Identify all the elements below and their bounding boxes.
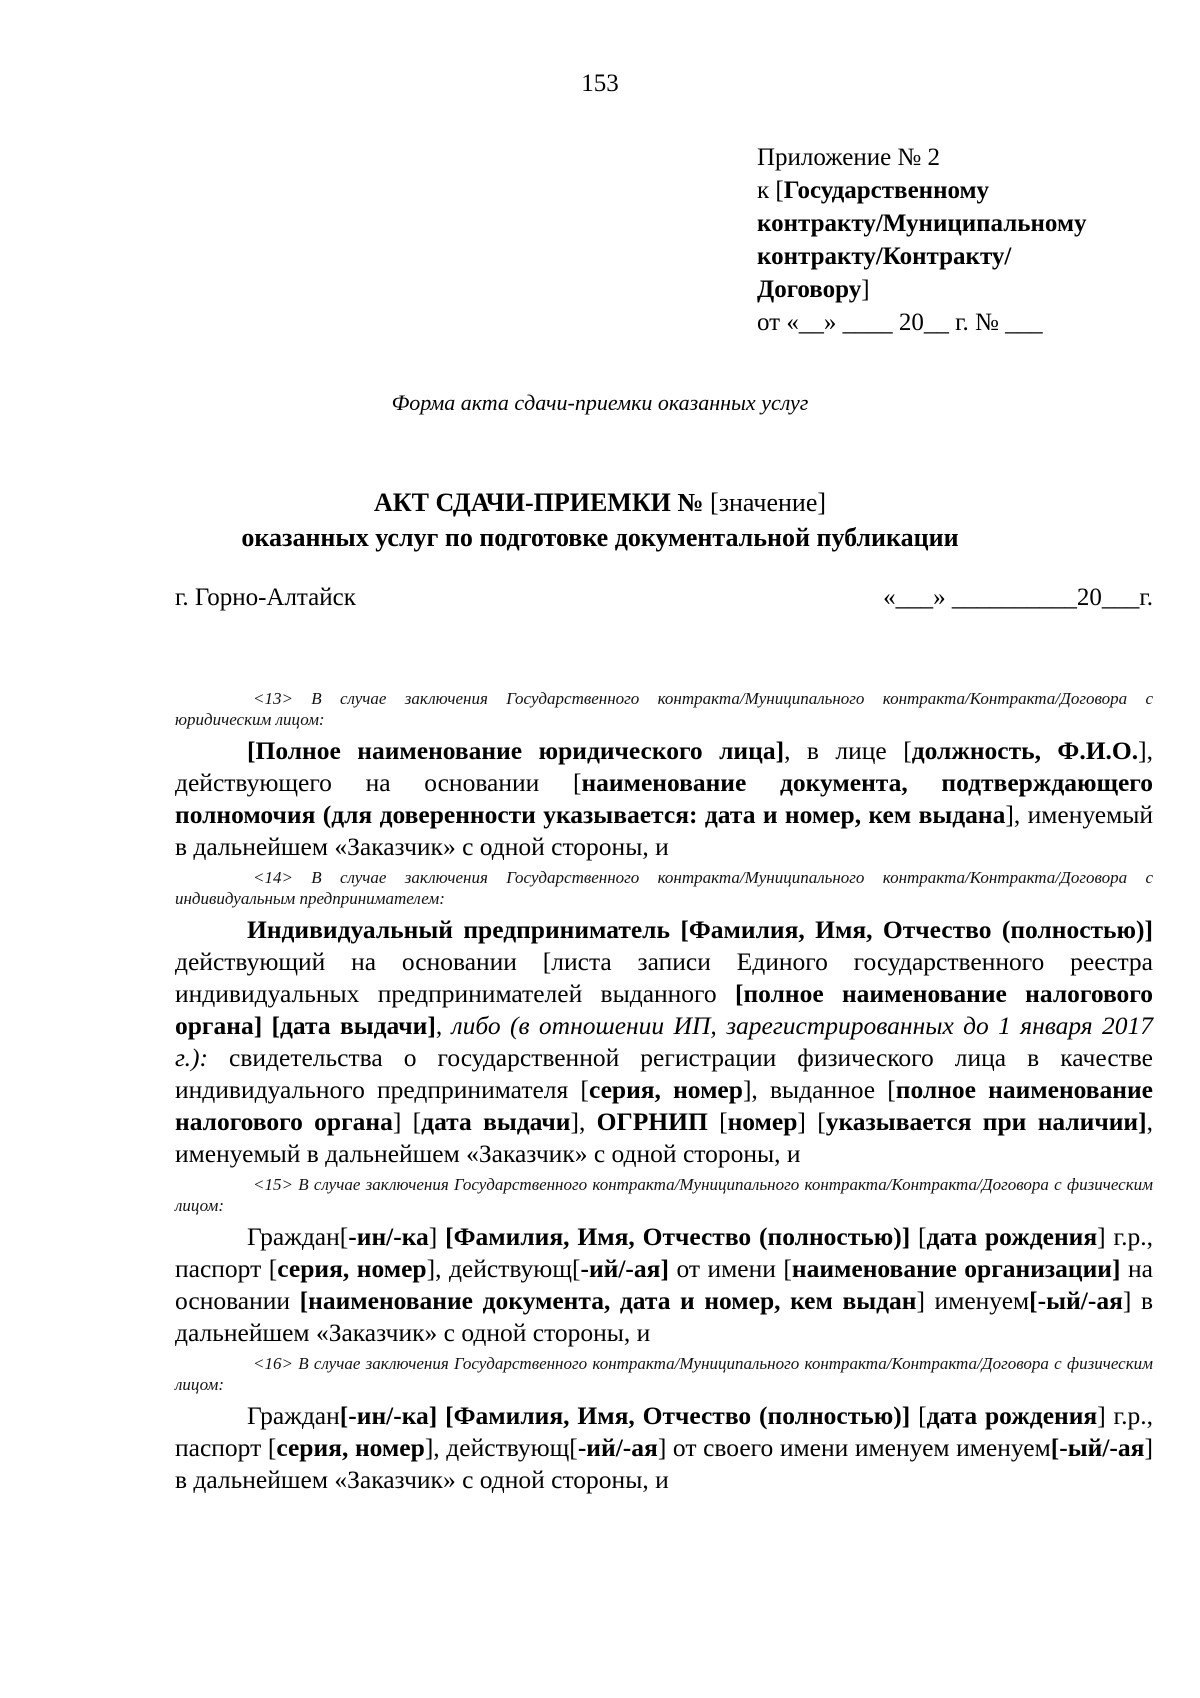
text-run: наименование организации] [791, 1254, 1121, 1283]
text-run: [Фамилия, Имя, Отчество (полностью)] [445, 1401, 911, 1430]
city-date-row [175, 584, 1153, 612]
text-run: ], именуемый в дальнейшем «Заказчик» с одной стороны, и [175, 800, 1153, 861]
text-run: ] [428, 1222, 446, 1251]
text-run: номер [727, 1107, 798, 1136]
city: г. Горно-Алтайск [175, 584, 356, 611]
footnote-15: <15> В случае заключения Государственного контракта/Муниципального контракта/Контракта/Договора с физическим лицом: [175, 1175, 1153, 1215]
text-run: , именуемый в дальнейшем «Заказчик» с одной стороны, и [175, 1107, 1153, 1168]
text-run: полное наименование налогового органа [175, 1075, 1154, 1136]
text-run: дата рождения [926, 1401, 1098, 1430]
text-run: [Фамилия, Имя, Отчество (полностью)] [445, 1222, 911, 1251]
text-run: ] г.р., паспорт [ [175, 1222, 1153, 1283]
text-run: Индивидуальный предприниматель [Фамилия, Имя, Отчество (полностью)] [247, 915, 1153, 944]
text-run: ] [ [392, 1107, 422, 1136]
text-run [437, 1401, 445, 1430]
text-run: [наименование документа, дата и номер, кем выдан [299, 1286, 917, 1315]
appendix-line-6: от «__» ____ 20__ г. № ___ [757, 309, 1043, 336]
text-run: [-ый/-ая [1029, 1286, 1123, 1315]
text-run: ], действующего на основании [ [175, 736, 1153, 797]
date-line: «___» __________20___г. [883, 584, 1153, 611]
text-run: серия, номер [277, 1254, 427, 1283]
text-run: [полное наименование налогового органа] [дата выдачи] [175, 979, 1154, 1040]
document-body [175, 688, 1153, 1500]
text-run: либо (в отношении ИП, зарегистрированных до 1 января 2017 г.): [175, 1011, 1153, 1072]
text-run: -ий/-ая [577, 1433, 658, 1462]
text-run: , [435, 1011, 452, 1040]
appendix-line-4: контракту/Контракту/ [757, 243, 1012, 270]
text-run: указывается при наличии] [825, 1107, 1147, 1136]
text-run: [-ый/-ая [1050, 1433, 1145, 1462]
paragraph-entrepreneur [175, 914, 1153, 1170]
text-run: , в лице [ [784, 736, 912, 765]
text-run: -ий/-ая] [580, 1254, 669, 1283]
act-title [0, 485, 1200, 555]
text-run: дата выдачи [421, 1107, 571, 1136]
text-run: ] в дальнейшем «Заказчик» с одной стороны, и [175, 1433, 1153, 1494]
text-run: ] именуем [916, 1286, 1030, 1315]
text-run: [-ин/-ка] [339, 1401, 438, 1430]
form-title: Форма акта сдачи-приемки оказанных услуг [391, 390, 809, 415]
footnote-14: <14> В случае заключения Государственного контракта/Муниципального контракта/Контракта/Договора с индивидуальным предпринимателем: [175, 868, 1153, 908]
appendix-line-5: Договору] [757, 276, 870, 303]
act-subtitle: оказанных услуг по подготовке документальной публикации [241, 523, 959, 552]
appendix-block [757, 141, 1177, 339]
text-run: Граждан [247, 1401, 340, 1430]
footnote-13: <13> В случае заключения Государственного контракта/Муниципального контракта/Контракта/Договора с юридическим лицом: [175, 689, 1153, 729]
page-number: 153 [581, 70, 619, 97]
text-run: ], выданное [ [742, 1075, 896, 1104]
text-run: ], действующ[ [424, 1433, 578, 1462]
text-run: наименование документа, подтверждающего полномочия (для доверенности указывается: дата и номер, кем выдана [175, 768, 1153, 829]
paragraph-legal-entity [175, 735, 1153, 863]
text-run: дата рождения [926, 1222, 1098, 1251]
text-run: действующий на основании [листа записи Единого государственного реестра индивидуальных предпринимателей выданного [175, 947, 1153, 1008]
text-run: ], [570, 1107, 597, 1136]
paragraph-individual-org [175, 1221, 1153, 1349]
act-title-line: АКТ СДАЧИ-ПРИЕМКИ № [значение] [373, 488, 827, 517]
text-run: ОГРНИП [596, 1107, 708, 1136]
text-run: [ [707, 1107, 728, 1136]
text-run: ] в дальнейшем «Заказчик» с одной стороны, и [175, 1286, 1154, 1347]
text-run: на основании [175, 1254, 1153, 1315]
text-run: -ин/-ка [348, 1222, 429, 1251]
text-run: серия, номер [588, 1075, 743, 1104]
appendix-line-1: Приложение № 2 [757, 144, 941, 171]
appendix-line-2: к [Государственному [757, 177, 990, 204]
text-run: ] [ [797, 1107, 826, 1136]
text-run: ] от своего имени именуем именуем [657, 1433, 1051, 1462]
text-run: от имени [ [668, 1254, 792, 1283]
text-run: ] г.р., паспорт [ [175, 1401, 1154, 1462]
text-run: [ [910, 1401, 927, 1430]
text-run: Граждан[ [247, 1222, 349, 1251]
text-run: [ [910, 1222, 927, 1251]
appendix-line-3: контракту/Муниципальному [757, 210, 1087, 237]
text-run: свидетельства о государственной регистрации физического лица в качестве индивидуального предпринимателя [ [175, 1043, 1153, 1104]
paragraph-individual-self [175, 1400, 1153, 1496]
text-run: должность, Ф.И.О. [911, 736, 1139, 765]
text-run: [Полное наименование юридического лица] [247, 736, 785, 765]
footnote-16: <16> В случае заключения Государственного контракта/Муниципального контракта/Контракта/Договора с физическим лицом: [175, 1354, 1153, 1394]
text-run: ], действующ[ [426, 1254, 581, 1283]
text-run: серия, номер [276, 1433, 425, 1462]
